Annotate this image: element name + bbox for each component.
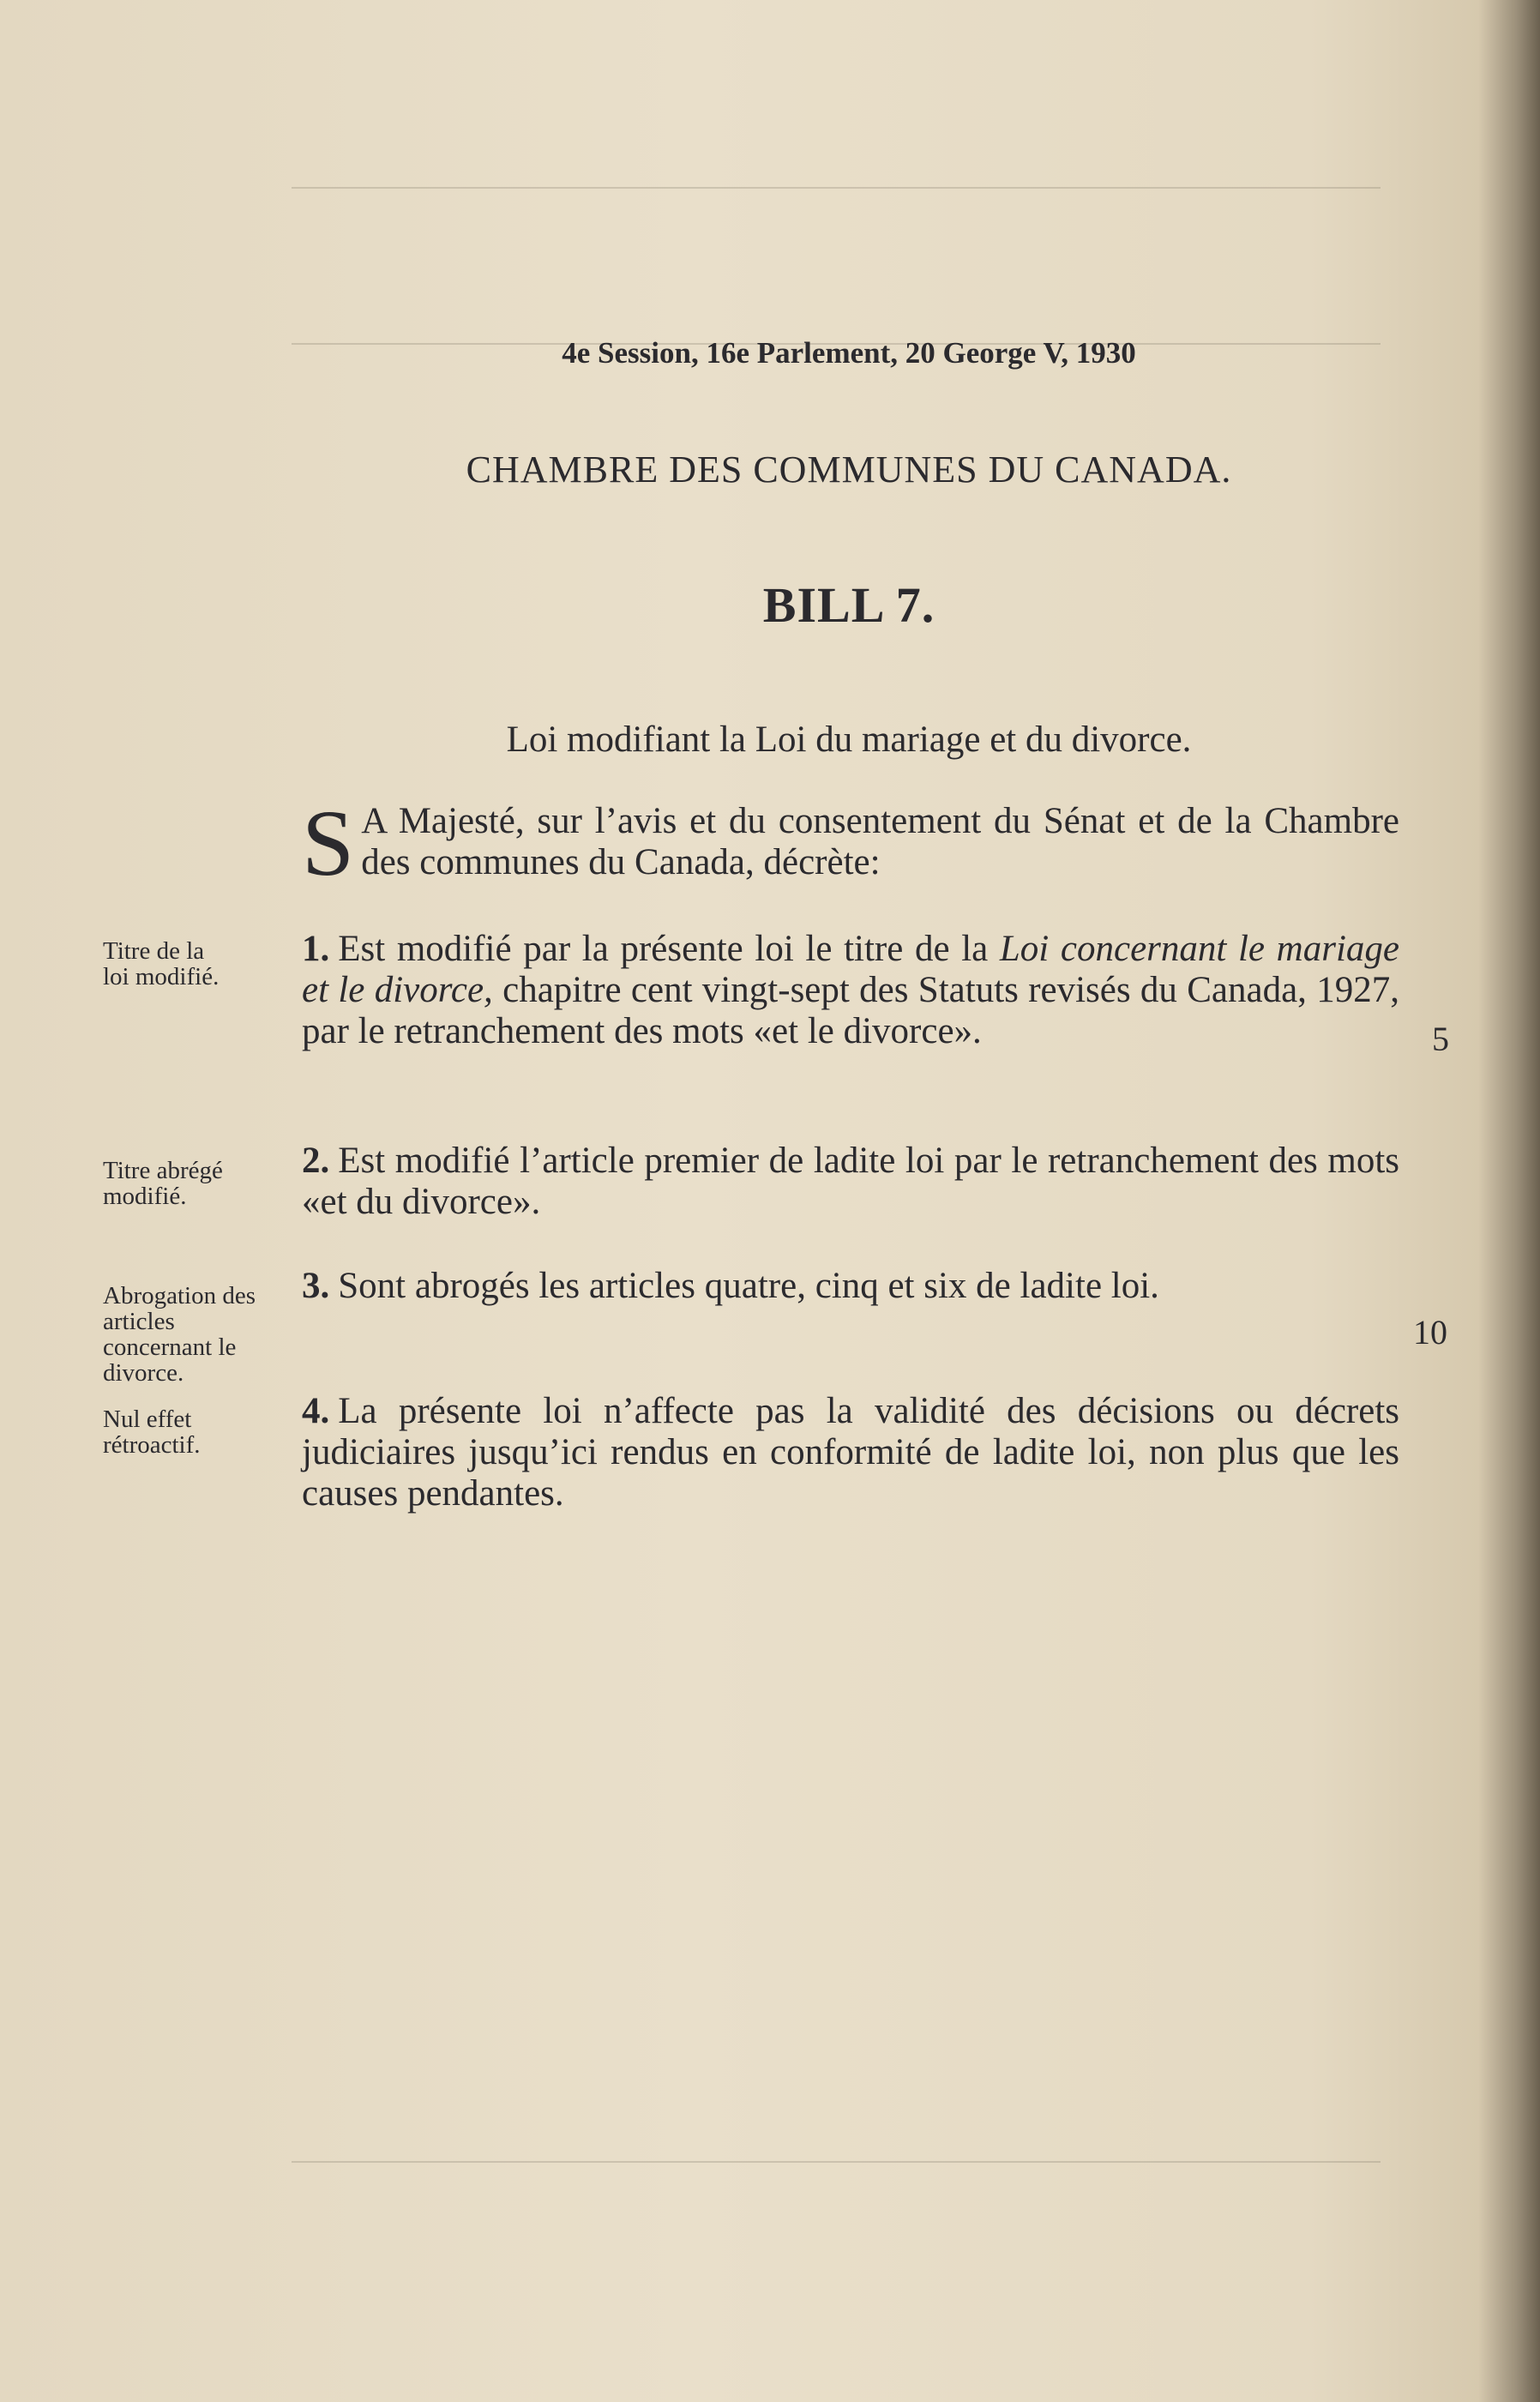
margin-note-section-1: Titre de la loi modifié. xyxy=(103,937,220,990)
house-name: CHAMBRE DES COMMUNES DU CANADA. xyxy=(466,448,1232,491)
section-text: Est modifié l’article premier de ladite loi par le retranchement des mots «et du divorce». xyxy=(302,1141,1399,1222)
line-number-10: 10 xyxy=(1413,1313,1447,1352)
enacting-clause xyxy=(302,791,1399,895)
section-4 xyxy=(302,1391,1399,1514)
section-2 xyxy=(302,1141,1399,1223)
drop-cap: S xyxy=(302,791,355,895)
section-number: 3. xyxy=(302,1266,330,1306)
bottom-rule xyxy=(292,2161,1381,2163)
section-text: Est modifié par la présente loi le titre de la xyxy=(338,929,1000,969)
section-text: La présente loi n’affecte pas la validité des décisions ou décrets judiciaires jusqu’ici rendus en conformité de ladite loi, non plus que les causes pendantes. xyxy=(302,1391,1399,1514)
section-3 xyxy=(302,1266,1399,1307)
top-rule xyxy=(292,187,1381,189)
section-number: 4. xyxy=(302,1391,330,1431)
section-number: 2. xyxy=(302,1141,330,1181)
section-number: 1. xyxy=(302,929,330,969)
enacting-text: A Majesté, sur l’avis et du consentement du Sénat et de la Chambre des communes du Canada, décrète: xyxy=(361,801,1399,882)
bill-number: BILL 7. xyxy=(762,577,935,633)
bill-title: Loi modifiant la Loi du mariage et du divorce. xyxy=(506,719,1192,760)
section-italic-title: Loi concernant le mariage et le divorce, xyxy=(302,929,1399,1010)
section-1 xyxy=(302,929,1399,1052)
line-number-5: 5 xyxy=(1432,1020,1449,1058)
session-line: 4e Session, 16e Parlement, 20 George V, 1930 xyxy=(562,336,1136,370)
section-text-after: chapitre cent vingt-sept des Statuts revisés du Canada, 1927, par le retranchement des mots «et le divorce». xyxy=(302,970,1400,1051)
margin-note-section-2: Titre abrégé modifié. xyxy=(103,1157,223,1210)
section-text: Sont abrogés les articles quatre, cinq et six de ladite loi. xyxy=(338,1266,1159,1306)
margin-note-section-3: Abrogation des articles concernant le divorce. xyxy=(103,1282,256,1387)
margin-note-section-4: Nul effet rétroactif. xyxy=(103,1406,201,1459)
